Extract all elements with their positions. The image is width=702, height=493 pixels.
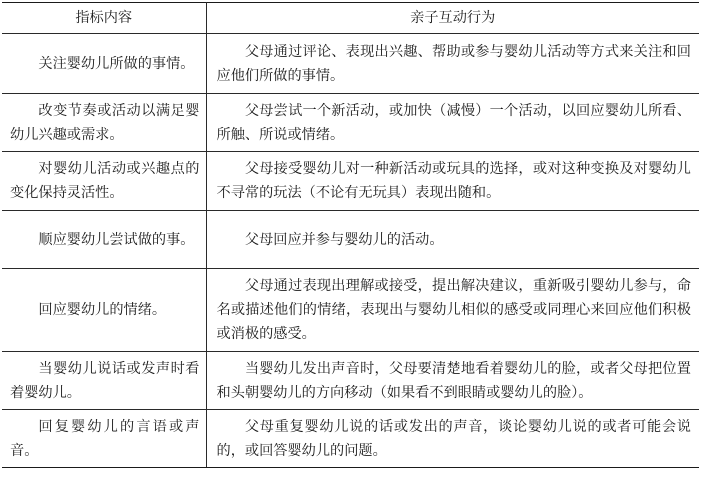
table-row bbox=[2, 94, 699, 152]
behavior-text: 父母通过表现出理解或接受，提出解决建议，重新吸引婴幼儿参与，命名或描述他们的情绪，表现出与婴幼儿相似的感受或同理心来回应他们积极或消极的感受。 bbox=[216, 278, 691, 342]
table-row bbox=[2, 152, 699, 211]
indicator-cell bbox=[2, 94, 206, 152]
behavior-cell bbox=[206, 269, 699, 352]
behavior-cell bbox=[206, 34, 699, 94]
table-row bbox=[2, 34, 699, 94]
indicator-cell bbox=[2, 211, 206, 269]
parent-child-interaction-table bbox=[2, 2, 699, 468]
behavior-cell bbox=[206, 410, 699, 468]
indicator-text: 回应婴幼儿的情绪。 bbox=[38, 302, 167, 318]
behavior-text: 父母通过评论、表现出兴趣、帮助或参与婴幼儿活动等方式来关注和回应他们所做的事情。 bbox=[216, 43, 691, 84]
indicator-text: 当婴幼儿说话或发声时看着婴幼儿。 bbox=[10, 360, 200, 401]
behavior-text: 父母尝试一个新活动，或加快（减慢）一个活动，以回应婴幼儿所看、所触、所说或情绪。 bbox=[216, 102, 691, 143]
indicator-text: 对婴幼儿活动或兴趣点的变化保持灵活性。 bbox=[10, 161, 200, 201]
indicator-cell bbox=[2, 410, 206, 468]
indicator-text: 关注婴幼儿所做的事情。 bbox=[38, 55, 195, 72]
table-header-row bbox=[2, 3, 699, 34]
table-row bbox=[2, 352, 699, 410]
behavior-text: 当婴幼儿发出声音时，父母要清楚地看着婴幼儿的脸，或者父母把位置和头朝婴幼儿的方向移动（如果看不到眼睛或婴幼儿的脸）。 bbox=[216, 360, 691, 401]
indicator-text: 回复婴幼儿的言语或声音。 bbox=[10, 418, 200, 459]
header-behavior: 亲子互动行为 bbox=[206, 3, 699, 34]
indicator-text: 顺应婴幼儿尝试做的事。 bbox=[38, 231, 195, 248]
table-row bbox=[2, 211, 699, 269]
behavior-text: 父母回应并参与婴幼儿的活动。 bbox=[244, 231, 444, 248]
table-row bbox=[2, 410, 699, 468]
behavior-text: 父母接受婴幼儿对一种新活动或玩具的选择，或对这种变换及对婴幼儿不寻常的玩法（不论有无玩具）表现出随和。 bbox=[216, 161, 691, 201]
behavior-cell bbox=[206, 352, 699, 410]
behavior-cell bbox=[206, 211, 699, 269]
header-indicator: 指标内容 bbox=[2, 3, 206, 34]
indicator-text: 改变节奏或活动以满足婴幼儿兴趣或需求。 bbox=[10, 102, 200, 143]
indicator-cell bbox=[2, 352, 206, 410]
behavior-text: 父母重复婴幼儿说的话或发出的声音，谈论婴幼儿说的或者可能会说的，或回答婴幼儿的问题。 bbox=[216, 418, 691, 459]
behavior-cell bbox=[206, 152, 699, 211]
indicator-cell bbox=[2, 34, 206, 94]
behavior-cell bbox=[206, 94, 699, 152]
indicator-cell bbox=[2, 269, 206, 352]
indicator-cell bbox=[2, 152, 206, 211]
table-row bbox=[2, 269, 699, 352]
